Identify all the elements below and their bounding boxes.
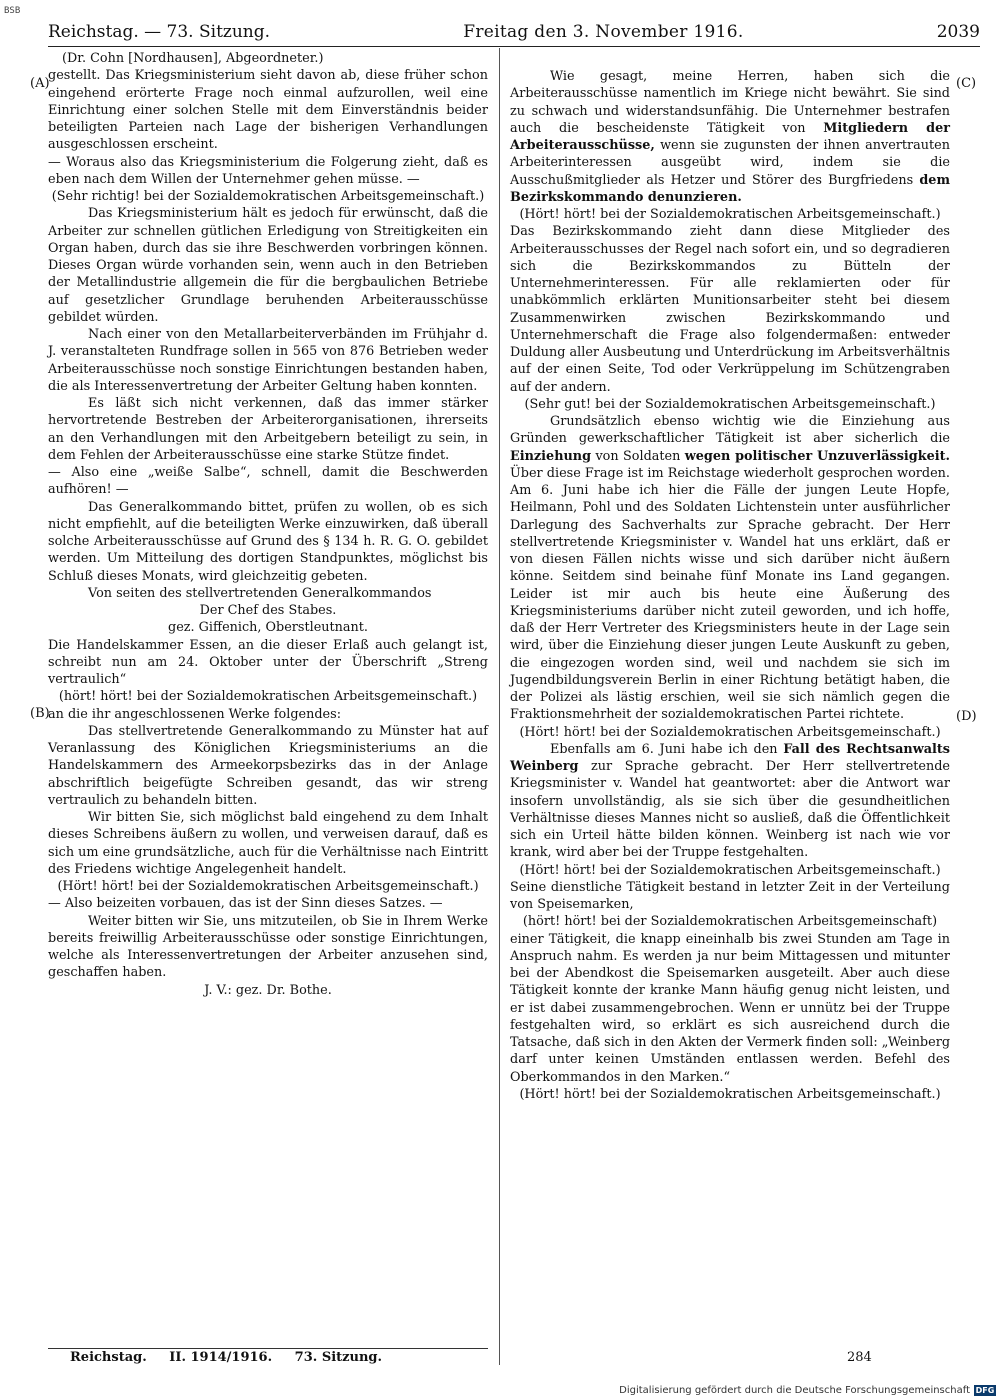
body-paragraph: Die Handelskammer Essen, an die dieser Erlaß auch gelangt ist, schreibt nun am 24. Oktober unter der Überschrift „Streng vertraulich“: [48, 637, 488, 687]
body-paragraph: Das stellvertretende Generalkommando zu Münster hat auf Veranlassung des Königlichen Kriegsministeriums an die Handelskammern des Armeekorpsbezirks das in der Anlage abschriftlich beigefügte Schreiben gesandt, das wir streng vertraulich zu behandeln bitten.: [48, 723, 488, 808]
emphasis-text: Einziehung: [510, 448, 592, 464]
body-paragraph: Seine dienstliche Tätigkeit bestand in letzter Zeit in der Verteilung von Speisemarken,: [510, 879, 950, 912]
body-paragraph: Grundsätzlich ebenso wichtig wie die Einziehung aus Gründen gewerkschaftlicher Tätigkeit ist aber sicherlich die Einziehung von Soldaten wegen politischer Unzuverlässigkeit. Über diese Frage ist im Reichstage wiederholt gesprochen worden. Am 6. Juni habe ich hier die Fälle der jungen Leute Hopfe, Heilmann, Pohl und des Soldaten Lichtenstein unter ausführlicher Darlegung des Sachverhalts zur Sprache gebracht. Der Herr stellvertretende Kriegsminister v. Wandel hat uns erklärt, daß er von diesen Fällen nichts wisse und sich darüber nicht äußern könne. Seitdem sind beinahe fünf Monate ins Land gegangen. Leider ist mir auch bis heute eine Äußerung des Kriegsministeriums darüber nicht zuteil geworden, und ich hoffe, daß der Herr Vertreter des Kriegsministers heute in der Lage sein wird, über die Einziehung dieser jungen Leute Auskunft zu geben, die eingezogen worden sind, weil und nachdem sie sich im Jugendbildungsverein Berlin in einer Richtung betätigt haben, die der Polizei als lästig erschien, weil sie sich nämlich gegen die Fraktionsmehrheit der sozialdemokratischen Partei richtete.: [510, 414, 950, 723]
emphasis-text: wegen politischer Unzuverlässigkeit.: [684, 448, 950, 464]
header-page-number: 2039: [936, 22, 980, 42]
interjection-paragraph: (Hört! hört! bei der Sozialdemokratischen Arbeitsgemeinschaft.): [519, 862, 941, 878]
margin-mark-d: (D): [956, 709, 977, 724]
body-paragraph: Wie gesagt, meine Herren, haben sich die Arbeiterausschüsse namentlich im Kriege nicht bewährt. Sie sind zu schwach und widerstandsunfähig. Die Unternehmer bestrafen auch die bescheidenste Tätigkeit von Mitgliedern der Arbeiterausschüsse, wenn sie zugunsten der ihnen anvertrauten Arbeiterinteressen ausgeübt wird, indem sie die Ausschußmitglieder als Hetzer und Störer des Burgfriedens dem Bezirkskommando denunzieren.: [510, 69, 950, 205]
margin-mark-b: (B): [30, 706, 50, 721]
body-paragraph: Das Generalkommando bittet, prüfen zu wollen, ob es sich nicht empfiehlt, auf die beteiligten Werke einzuwirken, daß überall solche Arbeiterausschüsse auf Grund des § 134 h. R. G. O. gebildet werden. Um Mitteilung des dortigen Standpunktes, möglichst bis Schluß dieses Monats, wird gleichzeitig gebeten.: [48, 499, 488, 584]
body-paragraph: Ebenfalls am 6. Juni habe ich den Fall des Rechtsanwalts Weinberg zur Sprache gebracht. Der Herr stellvertretende Kriegsminister v. Wandel hat geantwortet: aber die Antwort war insofern unvollständig, als sie sich über die gesundheitlichen Verhältnisse dieses Mannes nicht so ausließ, daß die Öffentlichkeit sich ein Urteil hätte bilden können. Weinberg ist nach wie vor krank, wird aber bei der Truppe festgehalten.: [510, 741, 951, 861]
body-paragraph: — Also eine „weiße Salbe“, schnell, damit die Beschwerden aufhören! —: [48, 465, 488, 498]
footer-reichstag: Reichstag.: [70, 1350, 147, 1365]
footer-period: II. 1914/1916.: [169, 1350, 273, 1365]
body-paragraph: Weiter bitten wir Sie, uns mitzuteilen, ob Sie in Ihrem Werke bereits freiwillig Arbeiterausschüsse oder sonstige Einrichtungen, welche als Interessenvertretungen der Arbeiter anzusehen sind, geschaffen haben.: [48, 913, 488, 981]
body-paragraph: — Woraus also das Kriegsministerium die Folgerung zieht, daß es eben nach dem Willen der Unternehmer gehen müsse. —: [48, 154, 488, 187]
interjection-paragraph: Der Chef des Stabes.: [199, 603, 337, 618]
margin-mark-a: (A): [30, 76, 50, 91]
body-paragraph: an die ihr angeschlossenen Werke folgendes:: [48, 706, 342, 722]
body-paragraph: Von seiten des stellvertretenden Generalkommandos: [88, 585, 432, 601]
running-header: [48, 22, 980, 44]
column-divider: [499, 48, 500, 1365]
body-paragraph: Nach einer von den Metallarbeiterverbänden im Frühjahr d. J. veranstalteten Rundfrage sollen in 565 von 876 Betrieben weder Arbeiterausschüsse noch sonstige Einrichtungen bestanden haben, die als Interessenvertretung der Arbeiter Geltung haben konnten.: [48, 327, 488, 394]
body-paragraph: Wir bitten Sie, sich möglichst bald eingehend zu dem Inhalt dieses Schreibens äußern zu wollen, und verweisen darauf, daß es sich um eine grundsätzliche, auch für die Verhältnisse nach Eintritt des Friedens wichtige Angelegenheit handelt.: [48, 810, 488, 877]
emphasis-text: dem Bezirkskommando denunzieren.: [510, 172, 950, 205]
interjection-paragraph: J. V.: gez. Dr. Bothe.: [204, 982, 332, 998]
interjection-paragraph: (Sehr gut! bei der Sozialdemokratischen Arbeitsgemeinschaft.): [524, 396, 936, 412]
body-paragraph: Das Kriegsministerium hält es jedoch für erwünscht, daß die Arbeiter zur schnellen gütlichen Erledigung von Streitigkeiten ein Organ haben, durch das sie ihre Beschwerden vorbringen können. Dieses Organ würde vorhanden sein, wenn auch in den Betrieben der Metallindustrie allgemein die für die bergbaulichen Betriebe auf gesetzlicher Grundlage beruhenden Arbeiterausschüsse gebildet würden.: [48, 206, 488, 325]
funding-notice: [619, 1383, 1000, 1397]
interjection-paragraph: (hört! hört! bei der Sozialdemokratischen Arbeitsgemeinschaft.): [58, 689, 478, 705]
body-paragraph: Es läßt sich nicht verkennen, daß das immer stärker hervortretende Bestreben der Arbeiterorganisationen, ihrerseits an den Verhandlungen mit den Arbeitgebern beteiligt zu sein, in dem Fehlen der Arbeiterausschüsse eine starke Stütze findet.: [48, 396, 488, 463]
left-column: [48, 50, 488, 999]
interjection-paragraph: (Hört! hört! bei der Sozialdemokratischen Arbeitsgemeinschaft.): [519, 207, 941, 222]
emphasis-text: Mitgliedern der Arbeiterausschüsse,: [510, 120, 950, 153]
right-column: [510, 68, 950, 1103]
interjection-paragraph: (Sehr richtig! bei der Sozialdemokratischen Arbeitsgemeinschaft.): [51, 189, 485, 204]
body-paragraph: — Also beizeiten vorbauen, das ist der Sinn dieses Satzes. —: [48, 896, 443, 912]
footer-rule: [48, 1348, 488, 1349]
dfg-logo: DFG: [975, 1385, 995, 1395]
footer-session: 73. Sitzung.: [294, 1350, 383, 1365]
speaker-line: (Dr. Cohn [Nordhausen], Abgeordneter.): [62, 51, 324, 66]
margin-mark-c: (C): [956, 76, 977, 91]
funding-text: Digitalisierung gefördert durch die Deutsche Forschungsgemeinschaft: [619, 1384, 970, 1396]
footer-reference: [70, 1350, 400, 1365]
interjection-paragraph: (Hört! hört! bei der Sozialdemokratischen Arbeitsgemeinschaft.): [57, 879, 479, 894]
header-date: Freitag den 3. November 1916.: [463, 22, 744, 42]
interjection-paragraph: gez. Giffenich, Oberstleutnant.: [168, 620, 368, 636]
emphasis-text: Fall des Rechtsanwalts Weinberg: [510, 741, 951, 774]
footer-sheet-number: 284: [847, 1350, 872, 1365]
body-paragraph: gestellt. Das Kriegsministerium sieht davon ab, diese früher schon eingehend erörterte Frage noch einmal aufzurollen, weil eine Einrichtung einer solchen Stelle mit dem Einverständnis beider beteiligten Parteien nach Lage der bisherigen Verhandlungen ausgeschlossen erscheint.: [48, 68, 488, 153]
interjection-paragraph: (hört! hört! bei der Sozialdemokratischen Arbeitsgemeinschaft): [522, 914, 938, 930]
header-left: Reichstag. — 73. Sitzung.: [48, 22, 271, 42]
interjection-paragraph: (Hört! hört! bei der Sozialdemokratischen Arbeitsgemeinschaft.): [519, 724, 941, 740]
interjection-paragraph: (Hört! hört! bei der Sozialdemokratischen Arbeitsgemeinschaft.): [519, 1086, 941, 1102]
body-paragraph: Das Bezirkskommando zieht dann diese Mitglieder des Arbeiterausschusses der Regel nach sofort ein, und so degradieren sich die Bezirkskommandos zu Bütteln der Unternehmerinteressen. Für alle reklamierten oder für unabkömmlich erklärten Munitionsarbeiter steht bei diesem Zusammenwirken zwischen Bezirkskommando und Unternehmerschaft die Frage also folgendermaßen: entweder Duldung aller Ausbeutung und Unterdrückung im Arbeitsverhältnis auf der einen Seite, Tod oder Verkrüppelung im Schützengraben auf der andern.: [510, 224, 951, 395]
scan-label: BSB: [4, 6, 21, 16]
body-paragraph: einer Tätigkeit, die knapp eineinhalb bis zwei Stunden am Tage in Anspruch nahm. Es werden ja nur beim Mittagessen und mitunter bei der Abendkost die Speisemarken ausgeteilt. Aber auch diese Tätigkeit konnte der kranke Mann häufig genug nicht leisten, und er ist dabei zusammengebrochen. Wenn er unnütz bei der Truppe festgehalten wird, so erklärt es sich ausreichend durch die Tatsache, daß sich in den Akten der Vermerk finden soll: „Weinberg darf unter keinen Umständen entlassen werden. Befehl des Oberkommandos in den Marken.“: [510, 931, 951, 1085]
header-rule: [48, 46, 980, 47]
